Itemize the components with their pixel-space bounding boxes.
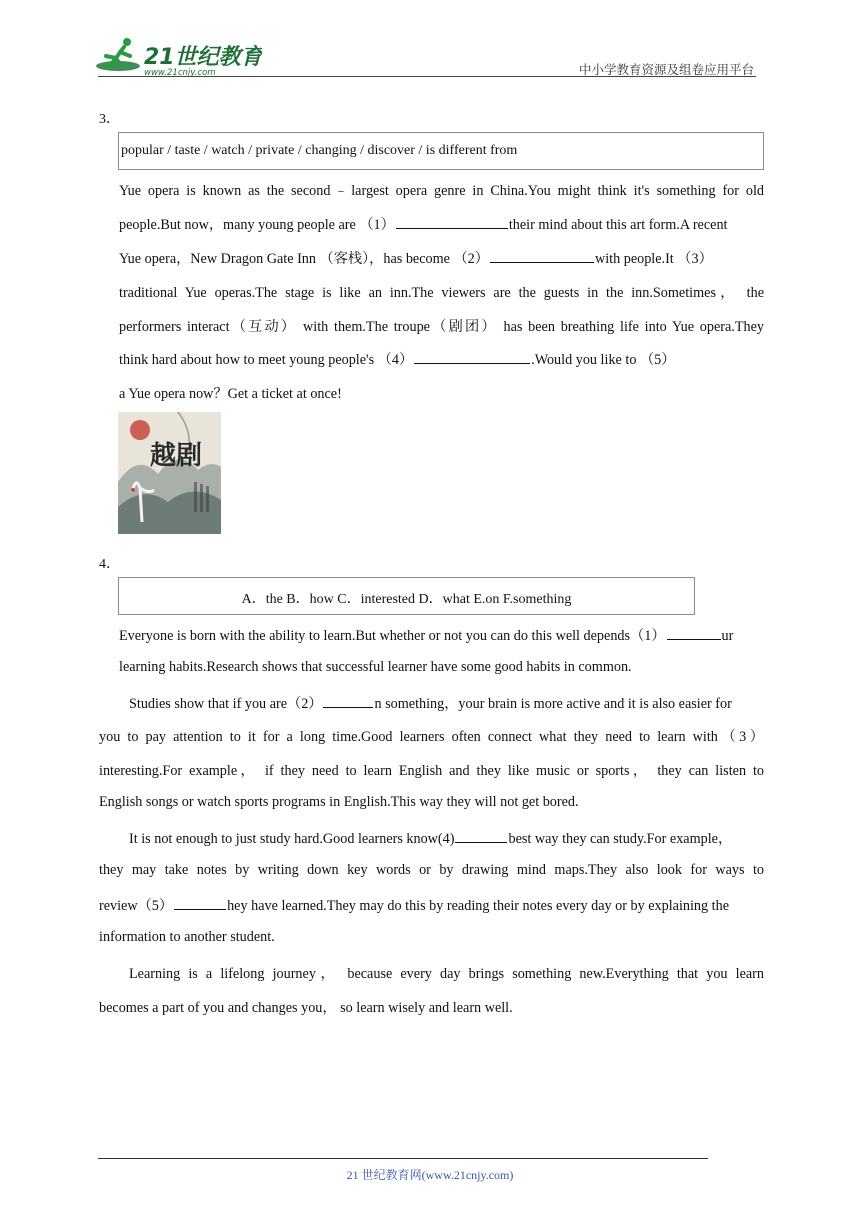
q4-line-9-start: review（5） [99,898,174,914]
q4-line-5: interesting.For example， if they need to learn English and they like music or sports， they can listen to [99,763,764,779]
q3-line-3-start: Yue opera，New Dragon Gate Inn （客栈），has become （2） [119,251,489,267]
q4-line-3-end: n something，your brain is more active and it is also easier for [374,696,732,712]
q3-line-4: traditional Yue operas.The stage is like an inn.The viewers are the guests in the inn.Sometimes， the [119,285,764,301]
q3-line-3-end: with people.It （3） [594,251,713,267]
blank-1[interactable] [667,625,721,640]
site-logo [94,36,262,78]
q4-line-3-start: Studies show that if you are（2） [129,696,323,712]
runner-logo-icon [94,36,262,78]
logo-url: www.21cnjy.com [144,68,216,78]
yue-opera-poster [118,412,221,534]
q3-line-6 [119,349,764,369]
blank-5[interactable] [174,895,226,910]
q3-line-5: performers interact（互动） with them.The troupe（剧团） has been breathing life into Yue opera.They [119,319,764,335]
q4-line-2: learning habits.Research shows that successful learner have some good habits in common. [119,659,632,675]
q3-line-6-end: .Would you like to （5） [531,352,676,368]
blank-4[interactable] [455,828,507,843]
blank-2[interactable] [323,693,373,708]
question-4-number: 4． [99,557,120,572]
poster-title: 越剧 [150,441,203,471]
q4-line-1-end: ur [721,628,734,644]
q3-line-7: a Yue opera now？Get a ticket at once! [119,386,342,402]
q3-line-3 [119,248,764,268]
blank-1[interactable] [396,214,508,229]
blank-4[interactable] [414,349,530,364]
q4-line-10: information to another student. [99,929,275,945]
word-box-text: A．the B．how C．interested D．what E.on F.something [241,592,572,607]
q3-line-2 [119,214,764,234]
q4-line-4: you to pay attention to it for a long time.Good learners often connect what they need to learn with（3） [99,729,764,745]
q4-line-1 [119,625,764,645]
q4-line-7 [129,828,764,848]
header-platform-text: 中小学教育资源及组卷应用平台 [578,62,754,77]
footer-divider [98,1158,708,1159]
q4-line-9 [99,895,764,915]
q3-line-6-start: think hard about how to meet young people's （4） [119,352,414,368]
q4-line-11: Learning is a lifelong journey， because every day brings something new.Everything that you learn [129,966,764,982]
question-3-number: 3． [99,112,120,127]
q4-line-9-end: hey have learned.They may do this by reading their notes every day or by explaining the [227,898,729,914]
header-divider [98,76,756,77]
q3-line-2-end: their mind about this art form.A recent [508,217,728,233]
blank-2[interactable] [490,248,594,263]
question-4-word-box [118,577,695,615]
q4-line-7-end: best way they can study.For example， [508,831,733,847]
footer-link[interactable]: 21 世纪教育网(www.21cnjy.com) [346,1168,514,1182]
logo-text: 21世纪教育 [144,45,262,70]
q4-line-1-start: Everyone is born with the ability to learn.But whether or not you can do this well depends（1） [119,628,666,644]
poster-illustration-icon [118,412,221,534]
q4-line-3 [129,693,764,713]
q4-line-12: becomes a part of you and changes you， so learn wisely and learn well. [99,1000,513,1016]
word-box-text: popular / taste / watch / private / changing / discover / is different from [121,143,518,158]
q4-line-7-start: It is not enough to just study hard.Good learners know(4) [129,831,455,847]
question-3-word-box [118,132,764,170]
q4-line-8: they may take notes by writing down key words or by drawing mind maps.They also look for ways to [99,862,764,878]
q3-line-1: Yue opera is known as the second﹣largest opera genre in China.You might think it's something for old [119,183,764,199]
q3-line-2-start: people.But now，many young people are （1） [119,217,395,233]
q4-line-6: English songs or watch sports programs in English.This way they will not get bored. [99,794,579,810]
